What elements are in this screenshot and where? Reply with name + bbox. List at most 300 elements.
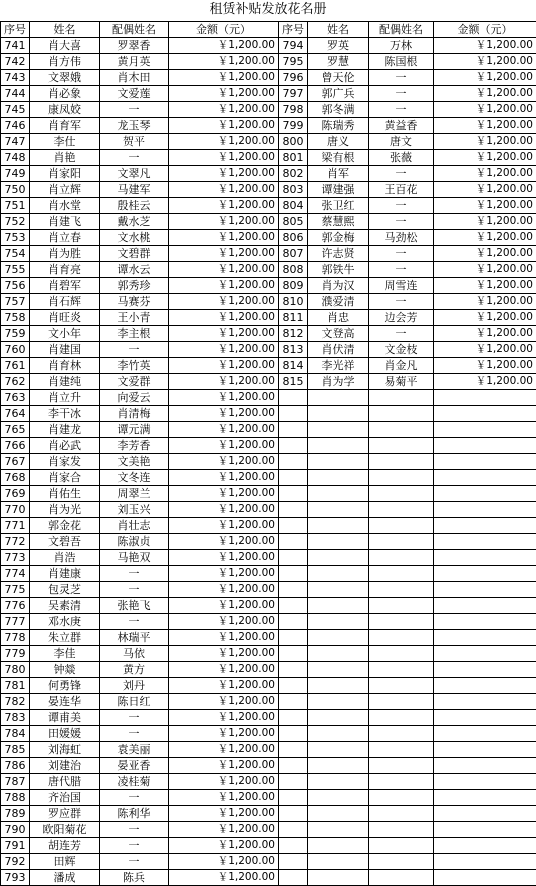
cell-seq-2: 808 [279,262,308,278]
cell-spouse: 肖木田 [100,70,169,86]
table-row [1,470,536,486]
cell-name: 欧阳菊花 [30,822,100,838]
cell-seq: 754 [1,246,30,262]
cell-spouse: 陈日红 [100,694,169,710]
cell-seq: 771 [1,518,30,534]
cell-seq-2 [279,566,308,582]
cell-seq-2 [279,422,308,438]
cell-seq: 762 [1,374,30,390]
cell-amount: ￥1,200.00 [169,550,279,566]
cell-name-2: 罗慧 [308,54,369,70]
cell-name-2: 曾天伦 [308,70,369,86]
cell-spouse-2: 王百花 [369,182,434,198]
cell-seq: 755 [1,262,30,278]
cell-spouse: 刘丹 [100,678,169,694]
cell-name-2 [308,534,369,550]
cell-seq: 790 [1,822,30,838]
cell-spouse: 一 [100,614,169,630]
cell-spouse: 李竹英 [100,358,169,374]
cell-seq-2 [279,838,308,854]
cell-name-2: 肖为汉 [308,278,369,294]
column-header: 金额（元） [169,22,279,38]
cell-seq: 752 [1,214,30,230]
table-row [1,102,536,118]
cell-spouse-2 [369,662,434,678]
cell-amount: ￥1,200.00 [169,854,279,870]
cell-amount-2: ￥1,200.00 [434,214,536,230]
cell-seq-2 [279,598,308,614]
cell-amount-2 [434,710,536,726]
cell-name-2 [308,758,369,774]
table-row [1,534,536,550]
cell-amount: ￥1,200.00 [169,694,279,710]
cell-name: 文碧吾 [30,534,100,550]
cell-amount-2 [434,454,536,470]
cell-amount-2: ￥1,200.00 [434,278,536,294]
cell-spouse: 文冬连 [100,470,169,486]
cell-spouse-2 [369,630,434,646]
cell-name: 肖浩 [30,550,100,566]
cell-spouse-2: 易菊平 [369,374,434,390]
cell-seq-2 [279,854,308,870]
table-row [1,678,536,694]
cell-name-2 [308,630,369,646]
cell-spouse: 一 [100,342,169,358]
table-row [1,870,536,886]
cell-spouse: 李芳香 [100,438,169,454]
table-row [1,198,536,214]
cell-spouse-2 [369,726,434,742]
cell-amount: ￥1,200.00 [169,278,279,294]
cell-amount: ￥1,200.00 [169,406,279,422]
cell-amount-2: ￥1,200.00 [434,70,536,86]
cell-name-2 [308,550,369,566]
table-row [1,486,536,502]
cell-spouse: 陈利华 [100,806,169,822]
cell-amount: ￥1,200.00 [169,390,279,406]
cell-name: 肖立升 [30,390,100,406]
cell-seq: 749 [1,166,30,182]
cell-spouse: 张艳飞 [100,598,169,614]
cell-name-2 [308,582,369,598]
cell-seq-2: 806 [279,230,308,246]
cell-seq: 791 [1,838,30,854]
cell-seq-2: 797 [279,86,308,102]
cell-name-2 [308,806,369,822]
cell-name-2 [308,422,369,438]
cell-amount-2: ￥1,200.00 [434,38,536,54]
cell-spouse-2 [369,470,434,486]
cell-spouse-2 [369,438,434,454]
cell-spouse-2: 一 [369,246,434,262]
table-row [1,86,536,102]
cell-amount: ￥1,200.00 [169,358,279,374]
cell-spouse: 文爱群 [100,374,169,390]
cell-amount-2 [434,662,536,678]
cell-seq-2 [279,742,308,758]
cell-seq: 750 [1,182,30,198]
cell-name: 肖建康 [30,566,100,582]
cell-amount-2 [434,806,536,822]
cell-seq: 792 [1,854,30,870]
cell-seq-2: 811 [279,310,308,326]
table-row [1,694,536,710]
cell-amount-2: ￥1,200.00 [434,342,536,358]
cell-amount-2: ￥1,200.00 [434,310,536,326]
sheet-title: 租赁补贴发放花名册 [0,0,536,20]
cell-amount: ￥1,200.00 [169,326,279,342]
table-row [1,358,536,374]
cell-spouse: 文翠凡 [100,166,169,182]
cell-spouse-2 [369,582,434,598]
cell-seq: 784 [1,726,30,742]
table-row [1,438,536,454]
cell-name-2: 唐义 [308,134,369,150]
cell-amount-2: ￥1,200.00 [434,150,536,166]
cell-amount: ￥1,200.00 [169,486,279,502]
cell-spouse: 向爱云 [100,390,169,406]
cell-spouse: 王小青 [100,310,169,326]
cell-amount: ￥1,200.00 [169,246,279,262]
cell-name-2: 罗英 [308,38,369,54]
cell-seq-2: 815 [279,374,308,390]
cell-seq-2: 794 [279,38,308,54]
cell-amount: ￥1,200.00 [169,54,279,70]
cell-name: 谭甫美 [30,710,100,726]
cell-name: 文小年 [30,326,100,342]
cell-spouse: 文碧群 [100,246,169,262]
cell-name-2: 郭冬满 [308,102,369,118]
table-row [1,598,536,614]
cell-name: 唐代腊 [30,774,100,790]
cell-amount: ￥1,200.00 [169,70,279,86]
cell-amount: ￥1,200.00 [169,118,279,134]
cell-amount-2 [434,742,536,758]
cell-seq-2: 795 [279,54,308,70]
cell-spouse: 晏亚香 [100,758,169,774]
column-header: 配偶姓名 [100,22,169,38]
cell-name-2: 郭铁牛 [308,262,369,278]
cell-spouse: 郭秀珍 [100,278,169,294]
cell-name-2 [308,438,369,454]
cell-amount: ￥1,200.00 [169,262,279,278]
cell-spouse-2 [369,486,434,502]
cell-amount: ￥1,200.00 [169,470,279,486]
cell-seq: 759 [1,326,30,342]
cell-amount: ￥1,200.00 [169,166,279,182]
cell-name: 肖立辉 [30,182,100,198]
cell-seq-2 [279,646,308,662]
cell-amount-2 [434,390,536,406]
table-row [1,182,536,198]
cell-amount-2 [434,870,536,886]
cell-seq-2 [279,438,308,454]
table-row [1,294,536,310]
cell-amount: ￥1,200.00 [169,598,279,614]
table-row [1,70,536,86]
table-row [1,230,536,246]
cell-seq: 753 [1,230,30,246]
cell-amount-2 [434,598,536,614]
cell-seq: 783 [1,710,30,726]
cell-amount: ￥1,200.00 [169,86,279,102]
cell-name-2 [308,662,369,678]
cell-name-2: 肖军 [308,166,369,182]
table-row [1,502,536,518]
cell-spouse: 一 [100,822,169,838]
cell-spouse: 肖壮志 [100,518,169,534]
cell-spouse-2: 一 [369,102,434,118]
cell-spouse-2: 马劲松 [369,230,434,246]
cell-seq-2 [279,822,308,838]
cell-seq: 786 [1,758,30,774]
cell-seq: 781 [1,678,30,694]
cell-seq-2: 799 [279,118,308,134]
cell-amount: ￥1,200.00 [169,134,279,150]
cell-amount: ￥1,200.00 [169,214,279,230]
cell-spouse-2 [369,406,434,422]
cell-amount-2 [434,646,536,662]
cell-amount: ￥1,200.00 [169,422,279,438]
cell-seq: 758 [1,310,30,326]
table-row [1,246,536,262]
table-row [1,134,536,150]
cell-amount-2 [434,438,536,454]
cell-amount: ￥1,200.00 [169,294,279,310]
column-header: 序号 [279,22,308,38]
cell-seq-2 [279,662,308,678]
cell-name-2 [308,742,369,758]
table-row [1,614,536,630]
cell-name-2 [308,390,369,406]
table-row [1,422,536,438]
cell-amount: ￥1,200.00 [169,518,279,534]
cell-spouse-2 [369,390,434,406]
cell-spouse: 马艳双 [100,550,169,566]
cell-spouse: 一 [100,566,169,582]
cell-name: 朱立群 [30,630,100,646]
cell-name: 刘建治 [30,758,100,774]
table-row [1,38,536,54]
cell-amount: ￥1,200.00 [169,230,279,246]
cell-seq-2 [279,614,308,630]
cell-name: 肖家阳 [30,166,100,182]
cell-amount-2 [434,726,536,742]
cell-spouse: 陈淑贞 [100,534,169,550]
cell-seq: 756 [1,278,30,294]
cell-name-2 [308,470,369,486]
cell-spouse: 戴水芝 [100,214,169,230]
cell-spouse: 罗翠香 [100,38,169,54]
cell-spouse: 李主根 [100,326,169,342]
cell-amount: ￥1,200.00 [169,806,279,822]
cell-amount: ￥1,200.00 [169,38,279,54]
cell-seq-2 [279,470,308,486]
cell-amount-2 [434,550,536,566]
cell-seq: 760 [1,342,30,358]
cell-name: 何勇锋 [30,678,100,694]
cell-seq-2 [279,870,308,886]
table-row [1,166,536,182]
cell-seq-2: 796 [279,70,308,86]
cell-amount-2 [434,422,536,438]
cell-seq: 793 [1,870,30,886]
cell-name-2 [308,678,369,694]
cell-amount-2 [434,502,536,518]
cell-amount-2 [434,854,536,870]
cell-amount: ￥1,200.00 [169,870,279,886]
cell-name-2 [308,774,369,790]
cell-spouse-2 [369,614,434,630]
cell-seq-2 [279,550,308,566]
cell-spouse-2: 一 [369,326,434,342]
cell-name: 肖建龙 [30,422,100,438]
cell-seq: 780 [1,662,30,678]
cell-amount: ￥1,200.00 [169,454,279,470]
cell-name: 肖育亮 [30,262,100,278]
cell-spouse-2 [369,422,434,438]
cell-amount: ￥1,200.00 [169,438,279,454]
cell-spouse: 肖清梅 [100,406,169,422]
cell-name: 肖育军 [30,118,100,134]
cell-amount: ￥1,200.00 [169,198,279,214]
cell-spouse-2 [369,518,434,534]
cell-seq: 778 [1,630,30,646]
cell-name-2 [308,870,369,886]
cell-name-2 [308,838,369,854]
cell-seq-2 [279,806,308,822]
cell-amount: ￥1,200.00 [169,790,279,806]
cell-spouse: 凌桂菊 [100,774,169,790]
cell-name-2 [308,406,369,422]
table-row [1,726,536,742]
cell-name: 肖家发 [30,454,100,470]
cell-seq: 768 [1,470,30,486]
cell-amount-2: ￥1,200.00 [434,118,536,134]
column-header: 序号 [1,22,30,38]
table-row [1,582,536,598]
cell-seq-2: 801 [279,150,308,166]
cell-name: 李仕 [30,134,100,150]
cell-name: 吴素清 [30,598,100,614]
cell-spouse-2: 陈国根 [369,54,434,70]
cell-seq: 788 [1,790,30,806]
cell-seq: 772 [1,534,30,550]
cell-amount-2 [434,694,536,710]
cell-amount: ￥1,200.00 [169,838,279,854]
cell-seq-2: 809 [279,278,308,294]
cell-seq: 787 [1,774,30,790]
cell-seq: 776 [1,598,30,614]
cell-spouse: 谭元满 [100,422,169,438]
cell-amount: ￥1,200.00 [169,582,279,598]
cell-seq: 766 [1,438,30,454]
cell-name-2 [308,486,369,502]
cell-seq-2 [279,486,308,502]
cell-name: 肖为胜 [30,246,100,262]
cell-amount-2: ￥1,200.00 [434,326,536,342]
cell-spouse-2: 一 [369,70,434,86]
cell-name-2 [308,598,369,614]
cell-amount: ￥1,200.00 [169,182,279,198]
cell-seq-2 [279,390,308,406]
cell-name: 肖家合 [30,470,100,486]
cell-spouse-2: 周雪连 [369,278,434,294]
cell-amount: ￥1,200.00 [169,102,279,118]
cell-seq-2: 804 [279,198,308,214]
cell-name: 田媛媛 [30,726,100,742]
cell-spouse: 文美艳 [100,454,169,470]
cell-amount-2: ￥1,200.00 [434,294,536,310]
cell-name: 肖石辉 [30,294,100,310]
cell-spouse: 林瑞平 [100,630,169,646]
cell-spouse: 殷桂云 [100,198,169,214]
cell-amount-2: ￥1,200.00 [434,86,536,102]
cell-seq-2 [279,502,308,518]
cell-amount-2: ￥1,200.00 [434,262,536,278]
cell-seq: 774 [1,566,30,582]
cell-amount-2 [434,406,536,422]
cell-spouse-2 [369,838,434,854]
cell-amount: ￥1,200.00 [169,646,279,662]
cell-seq-2: 798 [279,102,308,118]
cell-amount: ￥1,200.00 [169,710,279,726]
table-row [1,214,536,230]
cell-amount: ￥1,200.00 [169,678,279,694]
table-row [1,710,536,726]
cell-seq: 745 [1,102,30,118]
cell-spouse: 黄方 [100,662,169,678]
cell-amount-2 [434,518,536,534]
cell-name: 潘成 [30,870,100,886]
cell-seq: 761 [1,358,30,374]
cell-spouse-2: 肖金凡 [369,358,434,374]
cell-name: 田辉 [30,854,100,870]
cell-name-2 [308,694,369,710]
cell-name-2 [308,726,369,742]
cell-name: 康凤姣 [30,102,100,118]
cell-name: 肖为光 [30,502,100,518]
cell-name-2: 许志贤 [308,246,369,262]
cell-spouse-2: 黄益香 [369,118,434,134]
cell-name: 肖艳 [30,150,100,166]
cell-spouse-2: 一 [369,86,434,102]
cell-spouse-2: 一 [369,214,434,230]
table-row [1,150,536,166]
cell-spouse: 谭水云 [100,262,169,278]
table-row [1,822,536,838]
cell-name-2: 李光祥 [308,358,369,374]
cell-amount: ￥1,200.00 [169,774,279,790]
cell-seq: 742 [1,54,30,70]
cell-name: 肖建纯 [30,374,100,390]
cell-amount-2 [434,678,536,694]
cell-seq-2 [279,710,308,726]
table-row [1,390,536,406]
table-row [1,326,536,342]
cell-name: 肖必象 [30,86,100,102]
header-row [1,22,536,38]
cell-seq: 767 [1,454,30,470]
cell-amount: ￥1,200.00 [169,310,279,326]
cell-amount-2: ￥1,200.00 [434,182,536,198]
cell-seq: 785 [1,742,30,758]
cell-spouse: 周翠兰 [100,486,169,502]
cell-seq-2: 810 [279,294,308,310]
cell-name-2 [308,646,369,662]
cell-spouse-2: 唐文 [369,134,434,150]
cell-seq: 751 [1,198,30,214]
